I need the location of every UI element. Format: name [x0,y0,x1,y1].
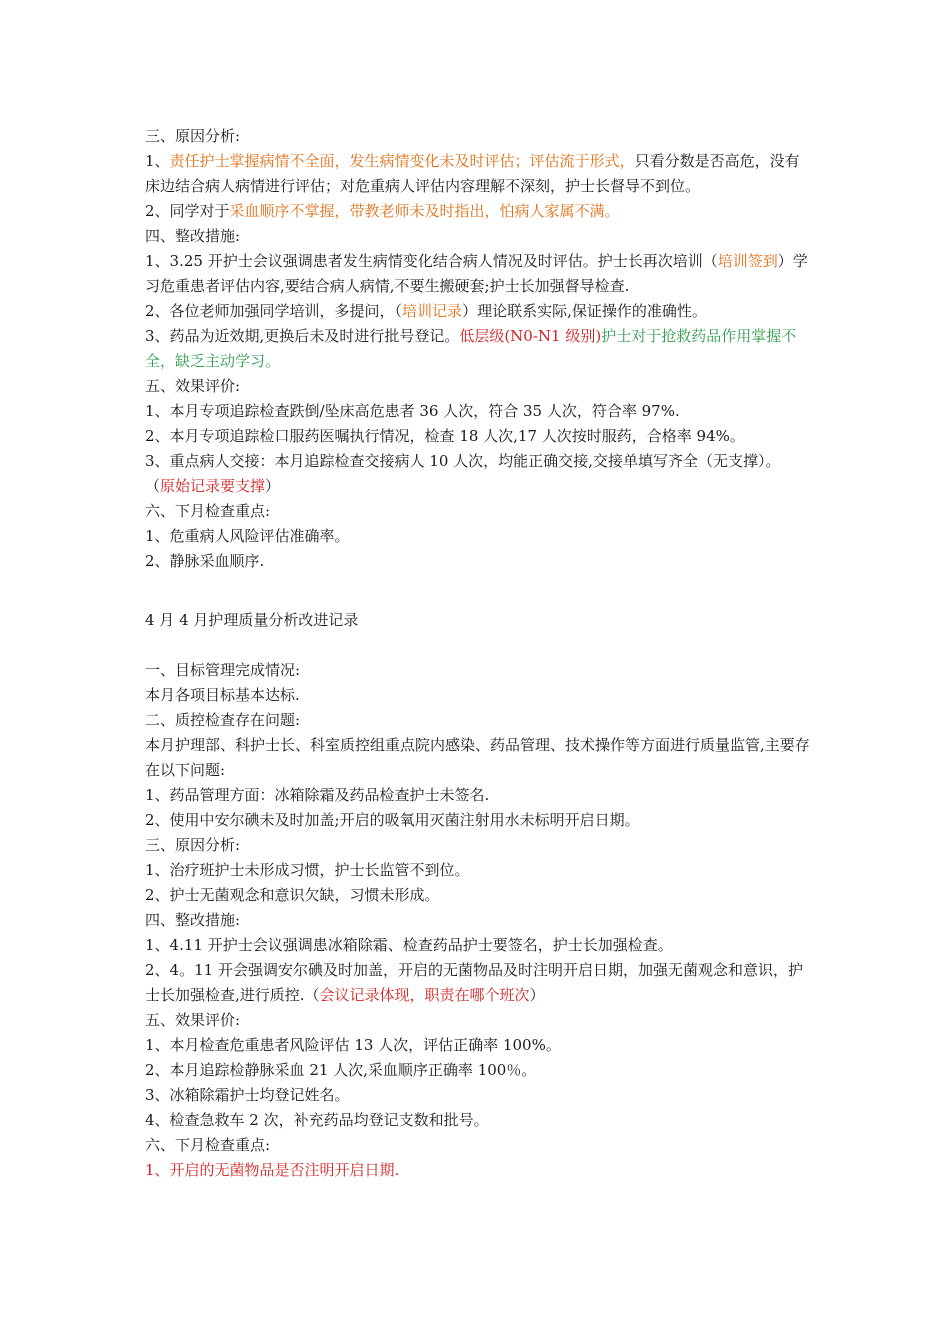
effect-item-2: 2、本月追踪检静脉采血 21 人次,采血顺序正确率 100％。 [145,1061,537,1079]
effect-item-3: 3、重点病人交接：本月追踪检查交接病人 10 人次，均能正确交接,交接单填写齐全（无支撑）。 [145,452,781,470]
effect-item-1: 1、本月专项追踪检查跌倒/坠床高危患者 36 人次，符合 35 人次，符合率 97%. [145,402,680,420]
effect-item-4: 4、检查急救车 2 次，补充药品均登记支数和批号。 [145,1111,489,1129]
goal-text: 本月各项目标基本达标. [145,686,300,704]
section-heading-cause: 三、原因分析: [145,127,241,145]
highlight-orange: 培训记录 [402,302,463,320]
section-heading-next: 六、下月检查重点: [145,502,271,520]
cause-item-1: 1、治疗班护士未形成习惯，护士长监管不到位。 [145,861,470,879]
section-heading-goal: 一、目标管理完成情况: [145,661,301,679]
effect-item-3: 3、冰箱除霜护士均登记姓名。 [145,1086,350,1104]
effect-item-2: 2、本月专项追踪检口服药医嘱执行情况，检查 18 人次,17 人次按时服药，合格率 94%。 [145,427,745,445]
next-item-1: 1、开启的无菌物品是否注明开启日期. [145,1161,400,1179]
record-title: 4 月 4 月护理质量分析改进记录 [145,611,359,629]
effect-note: （原始记录要支撑） [145,477,281,495]
cause-item-2: 2、护士无菌观念和意识欠缺，习惯未形成。 [145,886,440,904]
measure-item-1: 1、4.11 开护士会议强调患冰箱除霜、检查药品护士要签名，护士长加强检查。 [145,936,673,954]
section-heading-qc: 二、质控检查存在问题: [145,711,301,729]
section-heading-cause: 三、原因分析: [145,836,241,854]
measure-item-2: 2、各位老师加强同学培训，多提问，（培训记录）理论联系实际,保证操作的准确性。 [145,302,707,320]
section-heading-measures: 四、整改措施: [145,911,241,929]
measure-item-3: 3、药品为近效期,更换后未及时进行批号登记。低层级(N0-N1 级别)护士对于抢救药品作用掌握不全，缺乏主动学习。 [145,327,797,370]
spacer [145,633,810,658]
section-heading-effect: 五、效果评价: [145,1011,241,1029]
highlight-red: 原始记录要支撑 [160,477,266,495]
highlight-green: 护士对于抢救药品作用掌握不全，缺乏主动学习。 [145,327,797,370]
qc-text: 本月护理部、科护士长、科室质控组重点院内感染、药品管理、技术操作等方面进行质量监管,主要存在以下问题: [145,736,810,779]
cause-item-2: 2、同学对于采血顺序不掌握，带教老师未及时指出，怕病人家属不满。 [145,202,620,220]
highlight-orange: 责任护士掌握病情不全面，发生病情变化未及时评估；评估流于形式， [169,152,635,170]
qc-item-2: 2、使用中安尔碘未及时加盖;开启的吸氧用灭菌注射用水未标明开启日期。 [145,811,640,829]
measure-item-1: 1、3.25 开护士会议强调患者发生病情变化结合病人情况及时评估。护士长再次培训（培训签到）学习危重患者评估内容,要结合病人病情,不要生搬硬套;护士长加强督导检查. [145,252,808,295]
highlight-orange: 采血顺序不掌握，带教老师未及时指出，怕病人家属不满。 [229,202,620,220]
highlight-red: 会议记录体现，职责在哪个班次 [319,986,530,1004]
section-heading-effect: 五、效果评价: [145,377,241,395]
effect-item-1: 1、本月检查危重患者风险评估 13 人次，评估正确率 100%。 [145,1036,561,1054]
section-heading-measures: 四、整改措施: [145,227,241,245]
next-item-2: 2、静脉采血顺序. [145,552,265,570]
cause-item-1: 1、责任护士掌握病情不全面，发生病情变化未及时评估；评估流于形式，只看分数是否高危，没有床边结合病人病情进行评估；对危重病人评估内容理解不深刻，护士长督导不到位。 [145,152,800,195]
section-heading-next: 六、下月检查重点: [145,1136,271,1154]
spacer [145,574,810,599]
document-page [145,124,810,1183]
highlight-red: 低层级(N0-N1 级别) [459,327,602,345]
qc-item-1: 1、药品管理方面：冰箱除霜及药品检查护士未签名. [145,786,490,804]
highlight-orange: 培训签到 [717,252,778,270]
measure-item-2: 2、4。11 开会强调安尔碘及时加盖，开启的无菌物品及时注明开启日期，加强无菌观念和意识，护士长加强检查,进行质控.（会议记录体现，职责在哪个班次） [145,961,803,1004]
next-item-1: 1、危重病人风险评估准确率。 [145,527,350,545]
